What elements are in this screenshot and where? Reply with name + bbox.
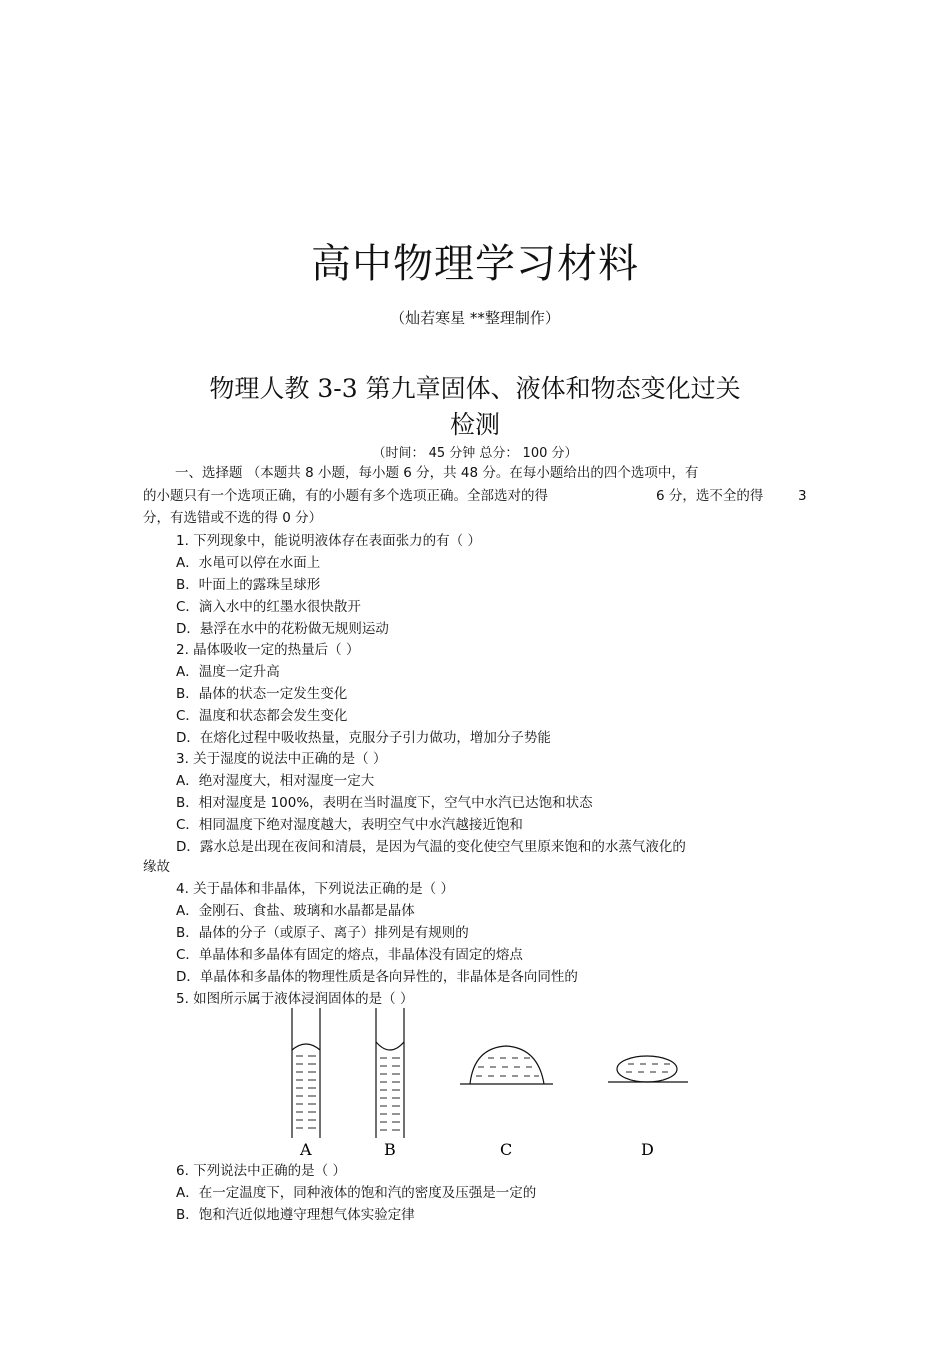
figure-label-b: B (384, 1140, 396, 1159)
figure-b-tube (376, 1008, 404, 1138)
figure-a-tube (292, 1008, 320, 1138)
instructions-line-1: 一、选择题 （本题共 8 小题，每小题 6 分，共 48 分。在每小题给出的四个选项中，有 (175, 465, 699, 481)
question-option: A．水黾可以停在水面上 (176, 555, 321, 571)
question-option: A．温度一定升高 (176, 664, 280, 680)
figure-label-d: D (641, 1140, 654, 1159)
question-option: B．晶体的分子（或原子、离子）排列是有规则的 (176, 925, 469, 941)
figure-label-a: A (300, 1140, 312, 1159)
question-option: A．绝对湿度大，相对湿度一定大 (176, 773, 375, 789)
question-option: B．叶面上的露珠呈球形 (176, 577, 321, 593)
question-option: B．晶体的状态一定发生变化 (176, 686, 348, 702)
question-option: A．在一定温度下，同种液体的饱和汽的密度及压强是一定的 (176, 1185, 537, 1201)
question-option: D．露水总是出现在夜间和清晨，是因为气温的变化使空气里原来饱和的水蒸气液化的 (176, 839, 686, 855)
question-option: D．单晶体和多晶体的物理性质是各向异性的，非晶体是各向同性的 (176, 969, 578, 985)
document-title: 物理人教 3-3 第九章固体、液体和物态变化过关 (209, 374, 741, 403)
figure-label-c: C (500, 1140, 513, 1159)
question-option-continued: 缘故 (143, 859, 170, 875)
question-option: C．温度和状态都会发生变化 (176, 708, 348, 724)
question-option: B．饱和汽近似地遵守理想气体实验定律 (176, 1207, 415, 1223)
question-stem: 3. 关于湿度的说法中正确的是（ ） (176, 751, 387, 767)
instructions-line-2-end: 3 (798, 488, 807, 504)
question-stem: 1. 下列现象中，能说明液体存在表面张力的有（ ） (176, 533, 481, 549)
document-title-continued: 检测 (449, 410, 500, 439)
figure-c-droplet (460, 1046, 553, 1084)
main-title: 高中物理学习材料 (311, 241, 639, 287)
question-option: C．单晶体和多晶体有固定的熔点，非晶体没有固定的熔点 (176, 947, 523, 963)
question-stem: 2. 晶体吸收一定的热量后（ ） (176, 642, 360, 658)
instructions-line-2-score: 6 分，选不全的得 (656, 488, 764, 504)
question-stem: 4. 关于晶体和非晶体，下列说法正确的是（ ） (176, 881, 454, 897)
question-stem: 5. 如图所示属于液体浸润固体的是（ ） (176, 991, 414, 1007)
question-option: D．在熔化过程中吸收热量，克服分子引力做功，增加分子势能 (176, 730, 551, 746)
instructions-line-3: 分，有选错或不选的得 0 分） (143, 510, 323, 526)
wetting-figure (250, 1000, 710, 1160)
instructions-line-2: 的小题只有一个选项正确，有的小题有多个选项正确。全部选对的得 (143, 488, 548, 504)
time-info: （时间： 45 分钟 总分： 100 分） (372, 446, 578, 461)
question-option: D．悬浮在水中的花粉做无规则运动 (176, 621, 389, 637)
question-option: C．相同温度下绝对湿度越大，表明空气中水汽越接近饱和 (176, 817, 523, 833)
question-stem: 6. 下列说法中正确的是（ ） (176, 1163, 346, 1179)
question-option: A．金刚石、食盐、玻璃和水晶都是晶体 (176, 903, 415, 919)
figure-d-droplet (608, 1056, 688, 1082)
subtitle: （灿若寒星 **整理制作） (390, 309, 560, 327)
question-option: B．相对湿度是 100%，表明在当时温度下，空气中水汽已达饱和状态 (176, 795, 593, 811)
question-option: C．滴入水中的红墨水很快散开 (176, 599, 361, 615)
